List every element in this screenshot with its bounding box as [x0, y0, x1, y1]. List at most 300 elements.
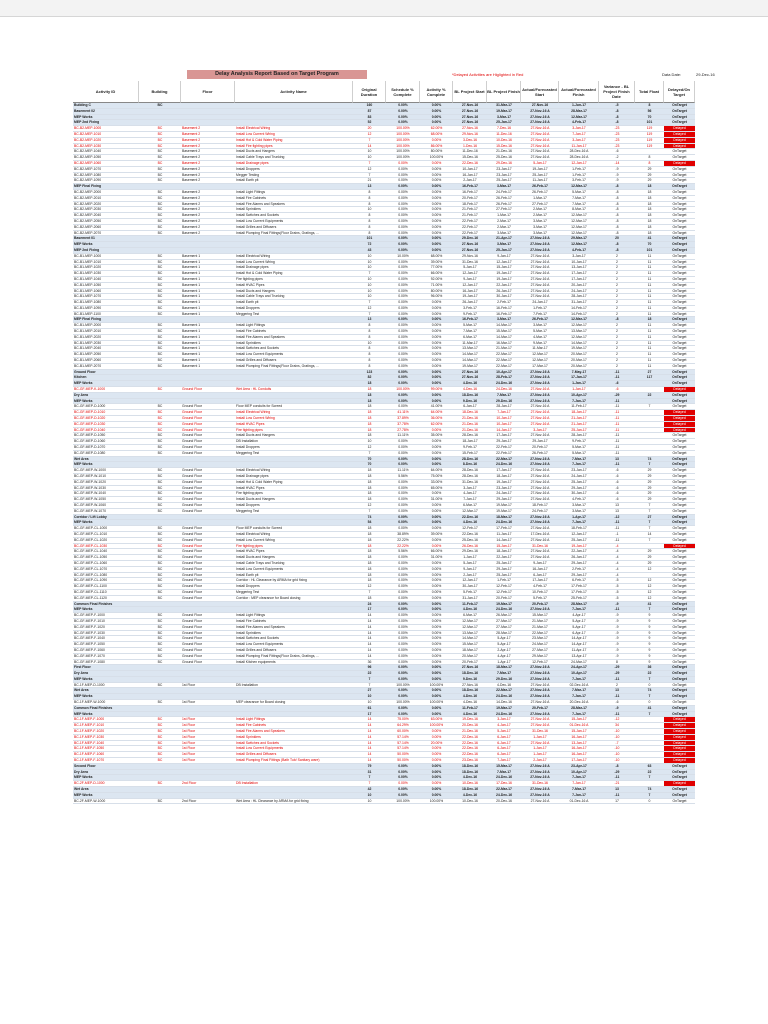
cell-original-duration: 7 [368, 676, 371, 681]
cell-activity-name: DB Installation [236, 781, 258, 786]
cell-variance: 2 [616, 305, 618, 310]
cell-status: Delayed [664, 138, 695, 143]
cell-forecast-start: 29-Jan-17 [532, 439, 548, 444]
cell-building: BC [157, 427, 163, 432]
cell-bl-finish: 6-Jan-17 [497, 740, 511, 745]
cell-schedule-complete: 27.78% [397, 427, 409, 432]
cell-floor [181, 793, 235, 798]
cell-activity-complete: 0.00% [431, 456, 442, 461]
cell-forecast-finish: 12-Mar-17 [571, 334, 587, 339]
cell-total-float: 9 [648, 647, 651, 652]
cell-variance: -9 [615, 172, 619, 177]
cell-building: BC [157, 543, 163, 548]
cell-building: BC [157, 131, 163, 136]
cell-activity-id: BC-GF-MEP-F-1050 [74, 642, 105, 647]
cell-status: OnTarget [672, 329, 687, 334]
cell-floor: Basement 1 [182, 323, 201, 328]
cell-bl-finish: 5-Apr-17 [497, 642, 511, 647]
cell-total-float: 7 [648, 462, 651, 467]
cell-activity-complete: 0.00% [431, 566, 442, 571]
cell-bl-start: 4-Dec-16 [462, 607, 478, 612]
cell-activity-name: Install Low Current Equipments [236, 352, 284, 357]
cell-activity-complete: 0.00% [431, 218, 442, 223]
cell-total-float [635, 416, 664, 421]
cell-forecast-start: 1-Jan-17 [533, 746, 547, 751]
cell-activity-name [235, 236, 353, 241]
cell-status: Delayed [664, 410, 695, 415]
cell-total-float: 29 [647, 479, 652, 484]
cell-activity-id: BC-1F-MEP-W-1000 [74, 700, 106, 705]
cell-activity-id: BC-B2-MEP-2050 [74, 218, 102, 223]
cell-bl-start: 13-Mar-17 [462, 346, 478, 351]
cell-activity-id: BC-GF-MEP-F-1070 [74, 653, 105, 658]
cell-bl-finish: 26-Mar-17 [496, 613, 512, 618]
cell-schedule-complete: 0.00% [398, 300, 408, 305]
cell-bl-start: 26-Jan-17 [462, 300, 478, 305]
cell-activity-id: BC-B1-MEP-1010 [74, 259, 102, 264]
cell-schedule-complete: 0.00% [398, 404, 408, 409]
cell-forecast-finish: 23-Jan-17 [571, 468, 587, 473]
cell-activity-complete: 0.00% [431, 647, 442, 652]
cell-original-duration: 7 [368, 682, 371, 687]
cell-schedule-complete: 0.00% [398, 276, 408, 281]
cell-floor: Ground Floor [182, 497, 202, 502]
cell-total-float: 7 [648, 694, 651, 699]
cell-bl-finish: 24-Dec-16 [495, 694, 513, 699]
cell-bl-start: 12-Mar-17 [462, 508, 478, 513]
cell-building [139, 520, 181, 525]
col-header-activity-name: Activity Name [235, 81, 353, 103]
cell-bl-start: 22-Dec-16 [461, 514, 479, 519]
cell-bl-finish: 25-Jan-17 [496, 178, 512, 183]
cell-bl-start: 5-Feb-17 [463, 589, 477, 594]
cell-activity-name: Install Fire Alarms and Speakers [236, 334, 285, 339]
cell-bl-finish: 1-Mar-17 [497, 213, 511, 218]
cell-forecast-finish: 4-Feb-17 [572, 497, 586, 502]
cell-forecast-start: 27-Nov-16 A [530, 143, 550, 148]
viewer-top-bar [0, 0, 768, 17]
cell-floor [181, 694, 235, 699]
cell-activity-complete: 0.00% [431, 178, 442, 183]
cell-activity-name: Install Low Current Wiring [236, 259, 275, 264]
cell-variance: -10 [614, 734, 620, 739]
cell-total-float: 29 [647, 491, 652, 496]
cell-activity-complete: 0.00% [431, 462, 442, 467]
cell-floor: Basement 2 [182, 160, 201, 165]
cell-forecast-finish: 7-Jan-17 [572, 607, 586, 612]
cell-original-duration: 18 [367, 572, 372, 577]
cell-original-duration: 13 [367, 184, 372, 189]
cell-activity-name: Install Plumping Final Fittings(Floor Drains, Gratings, ... [236, 653, 320, 658]
cell-activity-id: BC-GF-MEP-W-1010 [74, 474, 106, 478]
cell-original-duration: 8 [368, 218, 371, 223]
cell-original-duration: 20 [367, 126, 372, 131]
cell-forecast-finish: 8-Mar-17 [572, 207, 586, 212]
cell-variance: 2 [616, 323, 618, 328]
cell-activity-complete: 80.00% [430, 149, 443, 154]
cell-forecast-finish: 20-Mar-17 [571, 358, 587, 363]
cell-bl-finish: 19-Jan-17 [496, 276, 512, 281]
cell-floor: Basement 2 [182, 143, 201, 148]
cell-total-float: 7 [648, 676, 651, 681]
cell-forecast-start: 27-Nov-16 A [530, 375, 550, 380]
cell-total-float: 11 [647, 363, 652, 368]
cell-building: BC [157, 723, 163, 728]
cell-forecast-finish: 7-Jan-17 [572, 781, 586, 786]
cell-activity-name: Install Earth pit [236, 572, 259, 577]
cell-activity-id: MEP Works [74, 520, 93, 525]
cell-forecast-start: 25-Jan-17 [532, 172, 548, 177]
cell-forecast-start: 27-Nov-16 A [530, 381, 550, 386]
cell-status: OnTarget [672, 236, 687, 241]
cell-schedule-complete: 100.00% [396, 387, 410, 392]
col-header-original-duration: Original Duration [353, 81, 386, 103]
cell-bl-finish: 7-Mar-17 [497, 392, 511, 397]
cell-floor [181, 115, 235, 120]
cell-floor: 1st Floor [182, 717, 196, 722]
cell-schedule-complete: 5.56% [398, 549, 408, 554]
cell-original-duration: 18 [367, 387, 372, 392]
cell-activity-name [235, 602, 353, 607]
cell-total-float: 119 [646, 137, 653, 142]
cell-activity-complete: 0.00% [431, 340, 442, 345]
cell-schedule-complete: 0.00% [398, 311, 408, 316]
cell-original-duration: 123 [366, 369, 373, 374]
cell-bl-start: 22-Feb-17 [462, 224, 478, 229]
cell-variance: -9 [615, 178, 619, 183]
cell-bl-finish: 12-Jan-17 [496, 259, 512, 264]
cell-bl-start: 29-Nov-16 [462, 253, 478, 258]
cell-forecast-finish: 3-Jan-17 [572, 126, 586, 131]
cell-status: OnTarget [672, 358, 687, 363]
cell-building: BC [157, 160, 163, 165]
cell-floor: Ground Floor [182, 410, 202, 415]
cell-activity-id: BC-GF-MEP-D-1040 [74, 427, 106, 432]
cell-building [139, 370, 181, 375]
cell-total-float: 8 [648, 160, 651, 165]
cell-original-duration: 72 [367, 242, 372, 247]
cell-status: OnTarget [672, 682, 687, 687]
cell-building: BC [157, 531, 163, 536]
cell-original-duration: 18 [367, 543, 372, 548]
cell-bl-finish: 22-Jan-17 [496, 282, 512, 287]
cell-bl-start: 14-Mar-17 [462, 358, 478, 363]
cell-bl-start: 16-Jan-17 [462, 172, 478, 177]
cell-activity-complete: 0.00% [431, 572, 442, 577]
cell-forecast-finish: 20-Jan-17 [571, 282, 587, 287]
cell-status: Delayed [664, 422, 695, 427]
cell-bl-finish: 24-Dec-16 [495, 711, 513, 716]
cell-floor [181, 242, 235, 247]
cell-activity-id: BC-GF-MEP-F-1060 [74, 647, 105, 652]
cell-variance: 2 [616, 352, 618, 357]
cell-original-duration: 12 [367, 166, 372, 171]
cell-total-float: 29 [647, 555, 652, 560]
cell-activity-name: Install Fire Alarms and Speakers [236, 729, 285, 734]
cell-forecast-start: 27-Nov-16 A [530, 700, 550, 705]
cell-total-float: 8 [648, 103, 651, 107]
cell-schedule-complete: 0.00% [398, 178, 408, 183]
cell-total-float: 18 [647, 184, 652, 189]
cell-activity-id: BC-B2-MEP-1070 [74, 166, 102, 171]
cell-floor: Ground Floor [182, 555, 202, 560]
cell-activity-name: Install Light Fittings [236, 613, 266, 618]
cell-building: BC [157, 647, 163, 652]
cell-schedule-complete: 5.56% [398, 474, 408, 478]
cell-bl-finish: 25-Dec-16 [496, 155, 512, 160]
cell-schedule-complete: 50.00% [397, 758, 409, 763]
cell-activity-id: BC-1F-MEP-F-1070 [74, 758, 105, 763]
cell-total-float: 7 [648, 537, 651, 542]
cell-forecast-start: 27-Nov-16 A [530, 526, 550, 531]
cell-activity-name: Install Light Fittings [236, 189, 266, 194]
cell-bl-start: 22-Dec-16 [462, 531, 478, 536]
cell-original-duration: 14 [367, 717, 372, 722]
cell-building: BC [157, 595, 163, 600]
cell-bl-start: 1-Dec-16 [463, 143, 477, 148]
cell-bl-start: 22-Feb-17 [462, 230, 478, 235]
cell-variance: -9 [615, 601, 619, 606]
cell-schedule-complete: 75.00% [397, 717, 409, 722]
cell-floor [181, 393, 235, 398]
cell-status: OnTarget [672, 201, 687, 206]
cell-variance: -2 [615, 155, 619, 160]
cell-forecast-finish: 28-Mar-17 [571, 108, 587, 113]
cell-total-float: 29 [647, 468, 652, 473]
cell-original-duration: 18 [367, 566, 372, 571]
cell-status: OnTarget [672, 439, 687, 444]
cell-forecast-finish: 14-Apr-17 [571, 642, 587, 647]
cell-total-float: 11 [647, 329, 652, 334]
cell-original-duration: 18 [367, 381, 372, 386]
cell-activity-name [235, 607, 353, 612]
cell-forecast-finish: 29-Jan-17 [571, 560, 587, 565]
cell-forecast-start: 2-Mar-17 [533, 213, 547, 218]
cell-status: OnTarget [672, 375, 687, 380]
cell-activity-id: BC-B1-MEP-1000 [74, 253, 102, 258]
cell-bl-finish: 3-Jan-17 [497, 717, 511, 722]
cell-original-duration: 8 [368, 201, 371, 206]
cell-activity-complete: 92.00% [430, 276, 443, 281]
cell-building: BC [157, 340, 163, 345]
cell-activity-name: Install Low Current Wiring [236, 131, 275, 136]
cell-forecast-start: 26-Feb-17 [532, 189, 548, 194]
cell-variance: -6 [615, 491, 619, 496]
cell-total-float: 29 [647, 178, 652, 183]
cell-bl-finish: 30-Jan-17 [496, 294, 512, 299]
cell-total-float: 11 [647, 265, 652, 270]
cell-activity-id: MEP Works [74, 775, 93, 780]
cell-building [139, 399, 181, 404]
cell-schedule-complete: 0.00% [398, 607, 408, 612]
cell-floor: Basement 1 [182, 358, 201, 363]
cell-floor: Basement 2 [182, 126, 201, 131]
cell-original-duration: 10 [367, 259, 372, 264]
cell-original-duration: 14 [367, 630, 372, 635]
cell-bl-start: 27-Nov-16 [461, 369, 479, 374]
cell-activity-complete: 100.00% [429, 723, 444, 728]
cell-building: BC [157, 387, 163, 392]
cell-status: OnTarget [672, 189, 687, 194]
cell-original-duration: 18 [367, 404, 372, 409]
cell-bl-finish: 3-Mar-17 [497, 317, 511, 322]
cell-forecast-finish: 01-Dec-16 A [569, 723, 589, 728]
cell-floor: Basement 1 [182, 311, 201, 316]
cell-activity-id: Kitchen [74, 375, 87, 380]
cell-original-duration: 8 [368, 189, 371, 194]
cell-total-float: 101 [646, 120, 653, 125]
cell-floor: Basement 1 [182, 288, 201, 293]
cell-variance: -8 [615, 184, 619, 189]
cell-building [139, 109, 181, 114]
cell-forecast-start: 5-Feb-17 [533, 595, 547, 600]
cell-forecast-finish: 4-Feb-17 [572, 120, 586, 125]
cell-activity-id: BC-GF-MEP-CL-1120 [74, 595, 107, 600]
cell-forecast-finish: 10-Apr-17 [571, 392, 587, 397]
cell-building: BC [157, 195, 163, 200]
cell-forecast-finish: 24-Mar-17 [571, 659, 587, 664]
cell-building: BC [157, 259, 163, 264]
cell-forecast-start: 5-Mar-17 [533, 329, 547, 334]
cell-variance: -29 [614, 392, 620, 397]
cell-building: BC [157, 700, 163, 705]
cell-total-float: 7 [648, 711, 651, 716]
cell-activity-id: Wet Area [74, 787, 89, 792]
cell-activity-id: BC-B2-MEP-1090 [74, 178, 102, 183]
cell-schedule-complete: 0.00% [398, 120, 408, 125]
cell-activity-id: BC-1F-MEP-F-1030 [74, 734, 105, 739]
cell-activity-id: BC-GF-MEP-CL-1110 [74, 589, 107, 594]
cell-schedule-complete: 100.00% [396, 137, 410, 142]
cell-variance: -11 [614, 520, 620, 525]
cell-status: OnTarget [672, 253, 687, 258]
cell-variance: -6 [615, 387, 619, 392]
cell-building [139, 694, 181, 699]
cell-bl-finish: 3-Mar-17 [497, 230, 511, 235]
cell-schedule-complete: 100.00% [396, 126, 410, 131]
cell-activity-name [235, 775, 353, 780]
cell-original-duration: 18 [367, 398, 372, 403]
cell-building: BC [157, 189, 163, 194]
cell-bl-start: 21-Feb-17 [462, 207, 478, 212]
cell-original-duration: 8 [368, 230, 371, 235]
cell-schedule-complete: 0.00% [398, 323, 408, 328]
cell-forecast-finish: 6-Apr-17 [572, 630, 586, 635]
cell-bl-finish: 4-Apr-17 [497, 653, 511, 658]
cell-activity-id: BC-B1-MEP-1100 [74, 311, 101, 316]
cell-variance: -5 [615, 578, 619, 583]
cell-schedule-complete: 0.00% [398, 439, 408, 444]
cell-activity-name: Install Fire Cabinets [236, 618, 266, 623]
cell-forecast-start: 27-Nov-16 A [530, 682, 550, 687]
cell-activity-complete: 0.00% [431, 653, 442, 658]
cell-activity-complete: 0.00% [431, 630, 442, 635]
cell-status: OnTarget [672, 508, 687, 513]
cell-activity-id: MEP Works [74, 381, 93, 386]
cell-forecast-finish: 17-Jan-17 [571, 375, 587, 380]
cell-building [139, 764, 181, 769]
cell-floor [181, 120, 235, 125]
cell-bl-start: 4-Dec-16 [462, 775, 478, 780]
cell-variance: -11 [614, 369, 620, 374]
col-header-status: Delayed/On Target [664, 81, 695, 103]
cell-activity-complete: 0.00% [431, 763, 442, 768]
cell-bl-finish: 6-Jan-17 [497, 734, 511, 739]
cell-original-duration: 14 [367, 653, 372, 658]
cell-activity-name: Install Grilles and Diffusers [236, 358, 277, 363]
cell-building: BC [157, 276, 163, 281]
cell-floor: 1st Floor [182, 740, 196, 745]
cell-forecast-start: 12-Mar-17 [532, 358, 548, 363]
cell-floor: Ground Floor [182, 572, 202, 577]
cell-activity-complete: 0.00% [431, 752, 442, 757]
cell-building: BC [157, 201, 163, 206]
cell-activity-complete: 100.00% [429, 700, 444, 705]
cell-forecast-start: 27-Nov-16 A [530, 259, 550, 264]
cell-variance: -10 [614, 758, 620, 763]
cell-total-float: 7 [648, 404, 651, 409]
cell-original-duration: 82 [367, 375, 372, 380]
cell-activity-name: Install Drainage pipes [236, 474, 269, 478]
cell-activity-name: Install Fire Alarms and Speakers [236, 624, 285, 629]
cell-activity-complete: 0.00% [431, 439, 442, 444]
cell-activity-id: BC-GF-MEP-K-1000 [74, 387, 106, 392]
cell-building [139, 393, 181, 398]
cell-bl-finish: 20-Dec-16 [496, 798, 512, 803]
cell-activity-name: Install Earth pit [236, 178, 259, 183]
cell-original-duration: 14 [367, 752, 372, 757]
cell-original-duration: 14 [367, 613, 372, 618]
cell-floor: Basement 1 [182, 294, 201, 299]
cell-original-duration: 7 [368, 311, 371, 316]
cell-bl-start: 18-Dec-16 [461, 787, 479, 792]
cell-variance: 17 [615, 798, 619, 803]
cell-forecast-start: 17-Mar-17 [532, 363, 548, 368]
cell-activity-name [235, 381, 353, 386]
cell-bl-finish: 17-Feb-17 [496, 526, 512, 531]
cell-building: BC [157, 253, 163, 258]
cell-building: BC [157, 717, 163, 722]
cell-building: BC [157, 352, 163, 357]
cell-bl-start: 16-Jan-17 [462, 288, 478, 293]
cell-bl-start: 20-Feb-17 [462, 195, 478, 200]
cell-variance: -9 [615, 166, 619, 171]
cell-forecast-start: 27-Nov-16 A [530, 688, 550, 693]
cell-total-float [635, 735, 664, 740]
cell-bl-start: 15-Feb-17 [462, 450, 478, 455]
cell-variance: -4 [615, 566, 619, 571]
cell-building: BC [157, 416, 163, 421]
cell-activity-complete: 0.00% [431, 450, 442, 455]
cell-bl-finish: 22-Mar-17 [496, 352, 512, 357]
cell-total-float [635, 381, 664, 386]
cell-floor: Ground Floor [182, 526, 202, 531]
cell-bl-start: 27-Nov-16 [462, 682, 478, 687]
cell-bl-finish: 14-Jan-17 [496, 427, 512, 432]
cell-activity-name: Megger Testing [236, 172, 260, 177]
cell-activity-name: Install Hot & Cold Water Piping [236, 479, 283, 484]
cell-forecast-finish: 20-Dec-16 A [569, 700, 589, 705]
cell-floor: Basement 2 [182, 224, 201, 229]
cell-activity-id: BC-GF-MEP-W-1050 [74, 497, 106, 502]
cell-variance: -1 [615, 531, 619, 536]
cell-bl-start: 20-Dec-16 [462, 723, 478, 728]
cell-total-float: 41 [647, 236, 652, 241]
cell-schedule-complete: 0.00% [398, 497, 408, 502]
cell-forecast-finish: 24-Jan-17 [571, 288, 587, 293]
cell-forecast-finish: 1-Jun-17 [572, 103, 586, 107]
cell-floor: Ground Floor [182, 474, 202, 478]
